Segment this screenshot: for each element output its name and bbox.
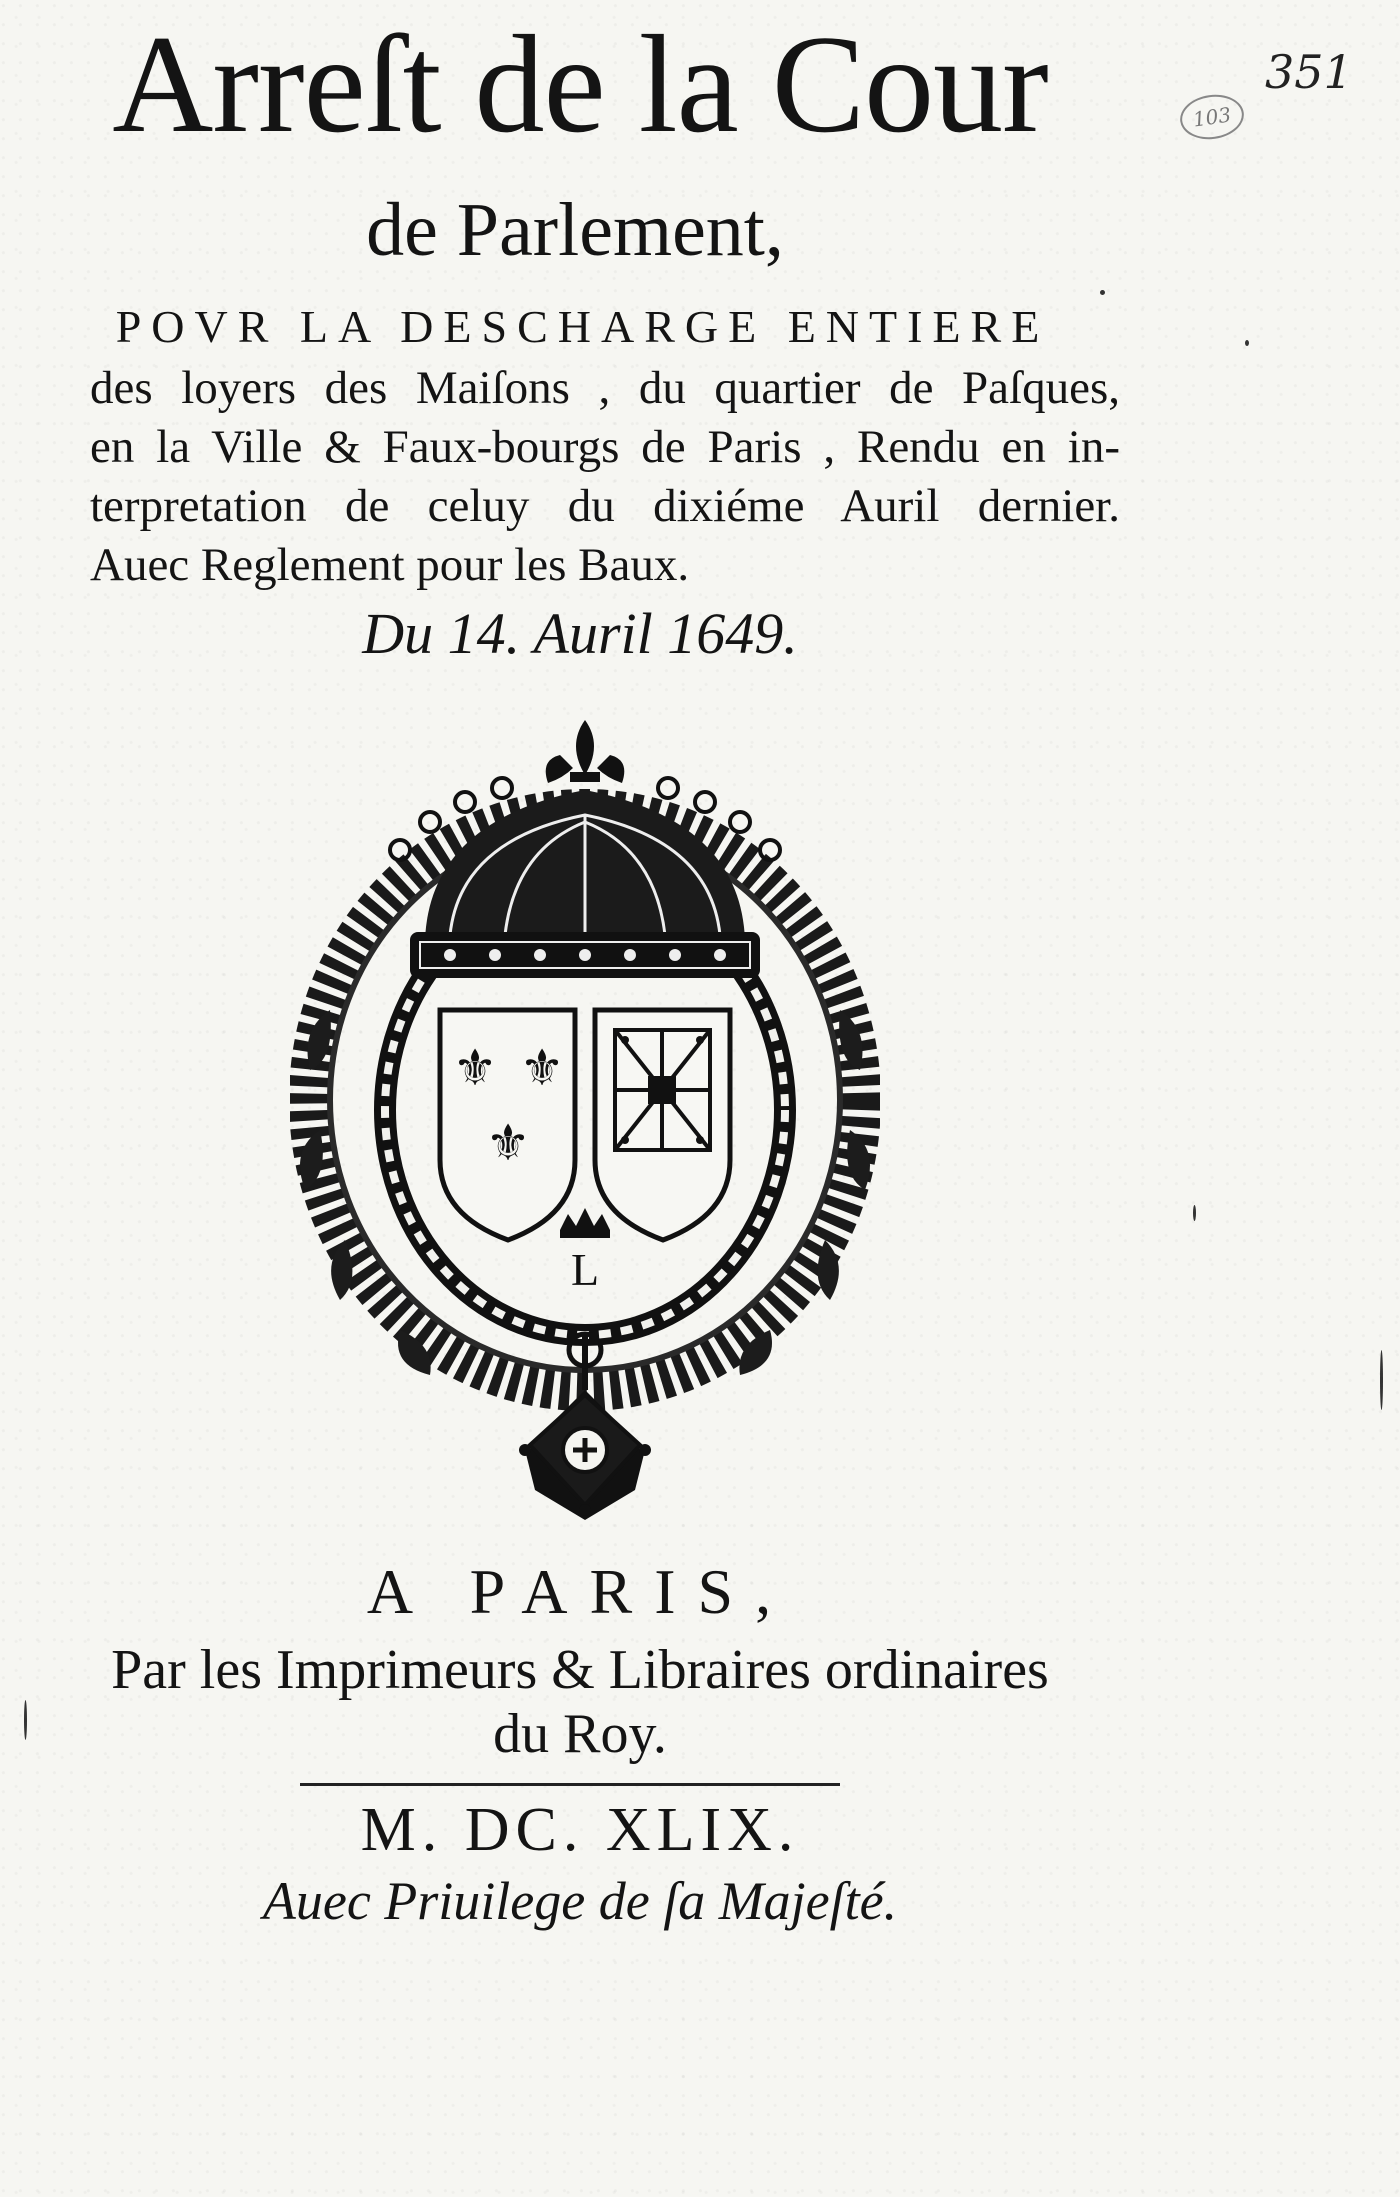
scan-speck [1193, 1205, 1196, 1221]
svg-text:⚜: ⚜ [452, 1039, 498, 1097]
imprint-printer-line-2: du Roy. [493, 1703, 667, 1765]
body-line-4: Auec Reglement pour les Baux. [90, 539, 690, 591]
scan-speck [24, 1700, 27, 1740]
body-line-3: terpretation de celuy du dixiéme Auril dernier. [90, 480, 1120, 532]
shield-navarre [595, 1010, 730, 1240]
imprint-year: M. DC. XLIX. [360, 1796, 800, 1864]
royal-monogram [560, 1208, 610, 1295]
date-line: Du 14. Auril 1649. [362, 601, 798, 666]
royal-privilege: Auec Priuilege de ſa Majeſté. [262, 1871, 898, 1931]
scan-speck [1380, 1350, 1383, 1410]
title-line-1: Arreſt de la Cour [112, 7, 1048, 162]
svg-text:⚜: ⚜ [519, 1039, 565, 1097]
crown [390, 720, 780, 978]
library-stamp: 103 [1177, 91, 1247, 143]
monogram-letter: L [570, 1244, 600, 1295]
imprint-city: A PARIS, [366, 1556, 794, 1627]
body-line-1: des loyers des Maiſons , du quartier de Paſques, [90, 362, 1120, 414]
body-line-2: en la Ville & Faux-bourgs de Paris , Rendu en in- [90, 421, 1120, 473]
scan-speck [1245, 340, 1249, 346]
shield-france [440, 1010, 575, 1240]
divider-rule [300, 1783, 840, 1786]
title-line-2: de Parlement, [366, 188, 784, 272]
scan-speck [1100, 290, 1105, 295]
royal-arms-emblem [290, 710, 880, 1530]
imprint-printer-line-1: Par les Imprimeurs & Libraires ordinaires [111, 1639, 1049, 1701]
subtitle-caps: POVR LA DESCHARGE ENTIERE [115, 301, 1050, 352]
order-cross [519, 1334, 651, 1520]
svg-text:⚜: ⚜ [485, 1114, 531, 1172]
folio-number: 351 [1265, 45, 1353, 99]
